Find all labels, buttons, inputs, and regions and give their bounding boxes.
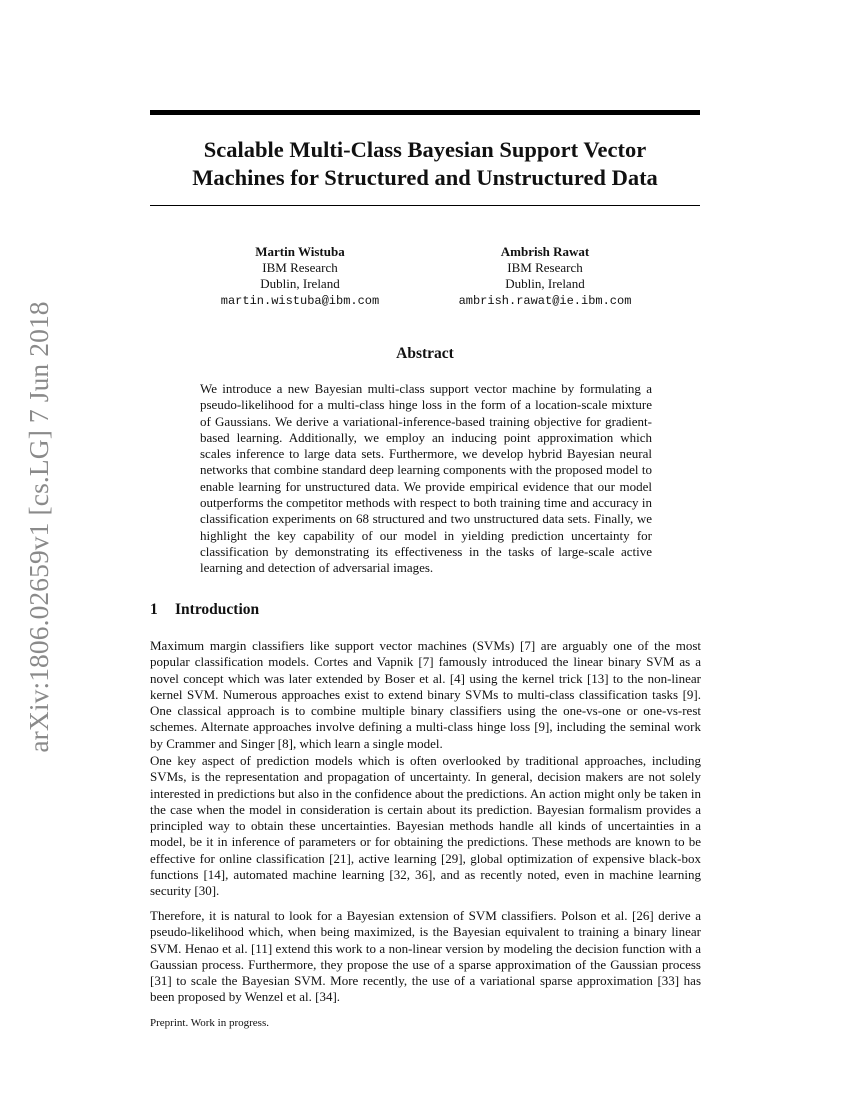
author-block-1 <box>200 244 400 309</box>
abstract-text: We introduce a new Bayesian multi-class support vector machine by formulating a pseudo-likelihood for a multi-class hinge loss in the form of a location-scale mixture of Gaussians. We derive a variational-inference-based training objective for gradient-based learning. Additionally, we employ an inducing point approximation which scales inference to large data sets. Furthermore, we develop hybrid Bayesian neural networks that combine standard deep learning components with the proposed model to enable learning for unstructured data. We provide empirical evidence that our model outperforms the competitor methods with respect to both training time and accuracy in classification experiments on 68 structured and two unstructured data sets. Finally, we highlight the key capability of our model in yielding prediction uncertainty for classification by demonstrating its effectiveness in the tasks of large-scale active learning and detection of adversarial images. <box>200 381 652 576</box>
author-affiliation: IBM Research <box>262 260 338 275</box>
author-name: Ambrish Rawat <box>500 244 590 259</box>
section-title: Introduction <box>175 601 260 618</box>
author-block-2 <box>440 244 650 309</box>
paragraph-3: Therefore, it is natural to look for a Bayesian extension of SVM classifiers. Polson et al. [26] derive a pseudo-likelihood which, when being maximized, is the Bayesian equivalent to training a binary linear SVM. Henao et al. [11] extend this work to a non-linear version by modeling the decision function with a Gaussian process. Furthermore, they propose the use of a sparse approximation of the Gaussian process [31] to scale the Bayesian SVM. More recently, the use of a variational sparse approximation [33] has been proposed by Wenzel et al. [34]. <box>150 908 701 1005</box>
preprint-footnote: Preprint. Work in progress. <box>150 1017 269 1029</box>
author-email: ambrish.rawat@ie.ibm.com <box>458 294 632 308</box>
paper-title <box>150 136 700 192</box>
author-location: Dublin, Ireland <box>505 276 585 291</box>
arxiv-id-text: arXiv:1806.02659v1 [cs.LG] 7 Jun 2018 <box>23 301 54 753</box>
section-heading-introduction <box>150 601 259 619</box>
section-number: 1 <box>150 601 158 618</box>
title-line-2: Machines for Structured and Unstructured Data <box>192 165 658 190</box>
title-bottom-rule <box>150 205 700 206</box>
title-top-rule <box>150 110 700 115</box>
title-line-1: Scalable Multi-Class Bayesian Support Vector <box>203 137 647 162</box>
paragraph-2: One key aspect of prediction models which is often overlooked by traditional approaches, including SVMs, is the representation and propagation of uncertainty. In general, decision makers are not solely interested in predictions but also in the confidence about the predictions. An action might only be taken in the case when the model in consideration is certain about its prediction. Bayesian formalism provides a principled way to obtain these uncertainties. Bayesian methods handle all kinds of uncertainties in a model, be it in inference of parameters or for obtaining the predictions. These methods are known to be effective for online classification [21], active learning [29], global optimization of expensive black-box functions [14], automated machine learning [32, 36], and as recently noted, even in machine learning security [30]. <box>150 753 701 899</box>
author-affiliation: IBM Research <box>507 260 583 275</box>
author-email: martin.wistuba@ibm.com <box>220 294 380 308</box>
author-location: Dublin, Ireland <box>260 276 340 291</box>
author-name: Martin Wistuba <box>255 244 345 259</box>
paragraph-1: Maximum margin classifiers like support vector machines (SVMs) [7] are arguably one of the most popular classification models. Cortes and Vapnik [7] famously introduced the linear binary SVM as a novel concept which was later extended by Boser et al. [4] using the kernel trick [13] to the non-linear kernel SVM. Numerous approaches exist to extend binary SVMs to multi-class classification tasks [9]. One classical approach is to combine multiple binary classifiers using the one-vs-one or one-vs-rest schemes. Alternate approaches involve defining a multi-class hinge loss [9], including the seminal work by Crammer and Singer [8], which learn a single model. <box>150 638 701 751</box>
abstract-heading: Abstract <box>396 345 454 362</box>
